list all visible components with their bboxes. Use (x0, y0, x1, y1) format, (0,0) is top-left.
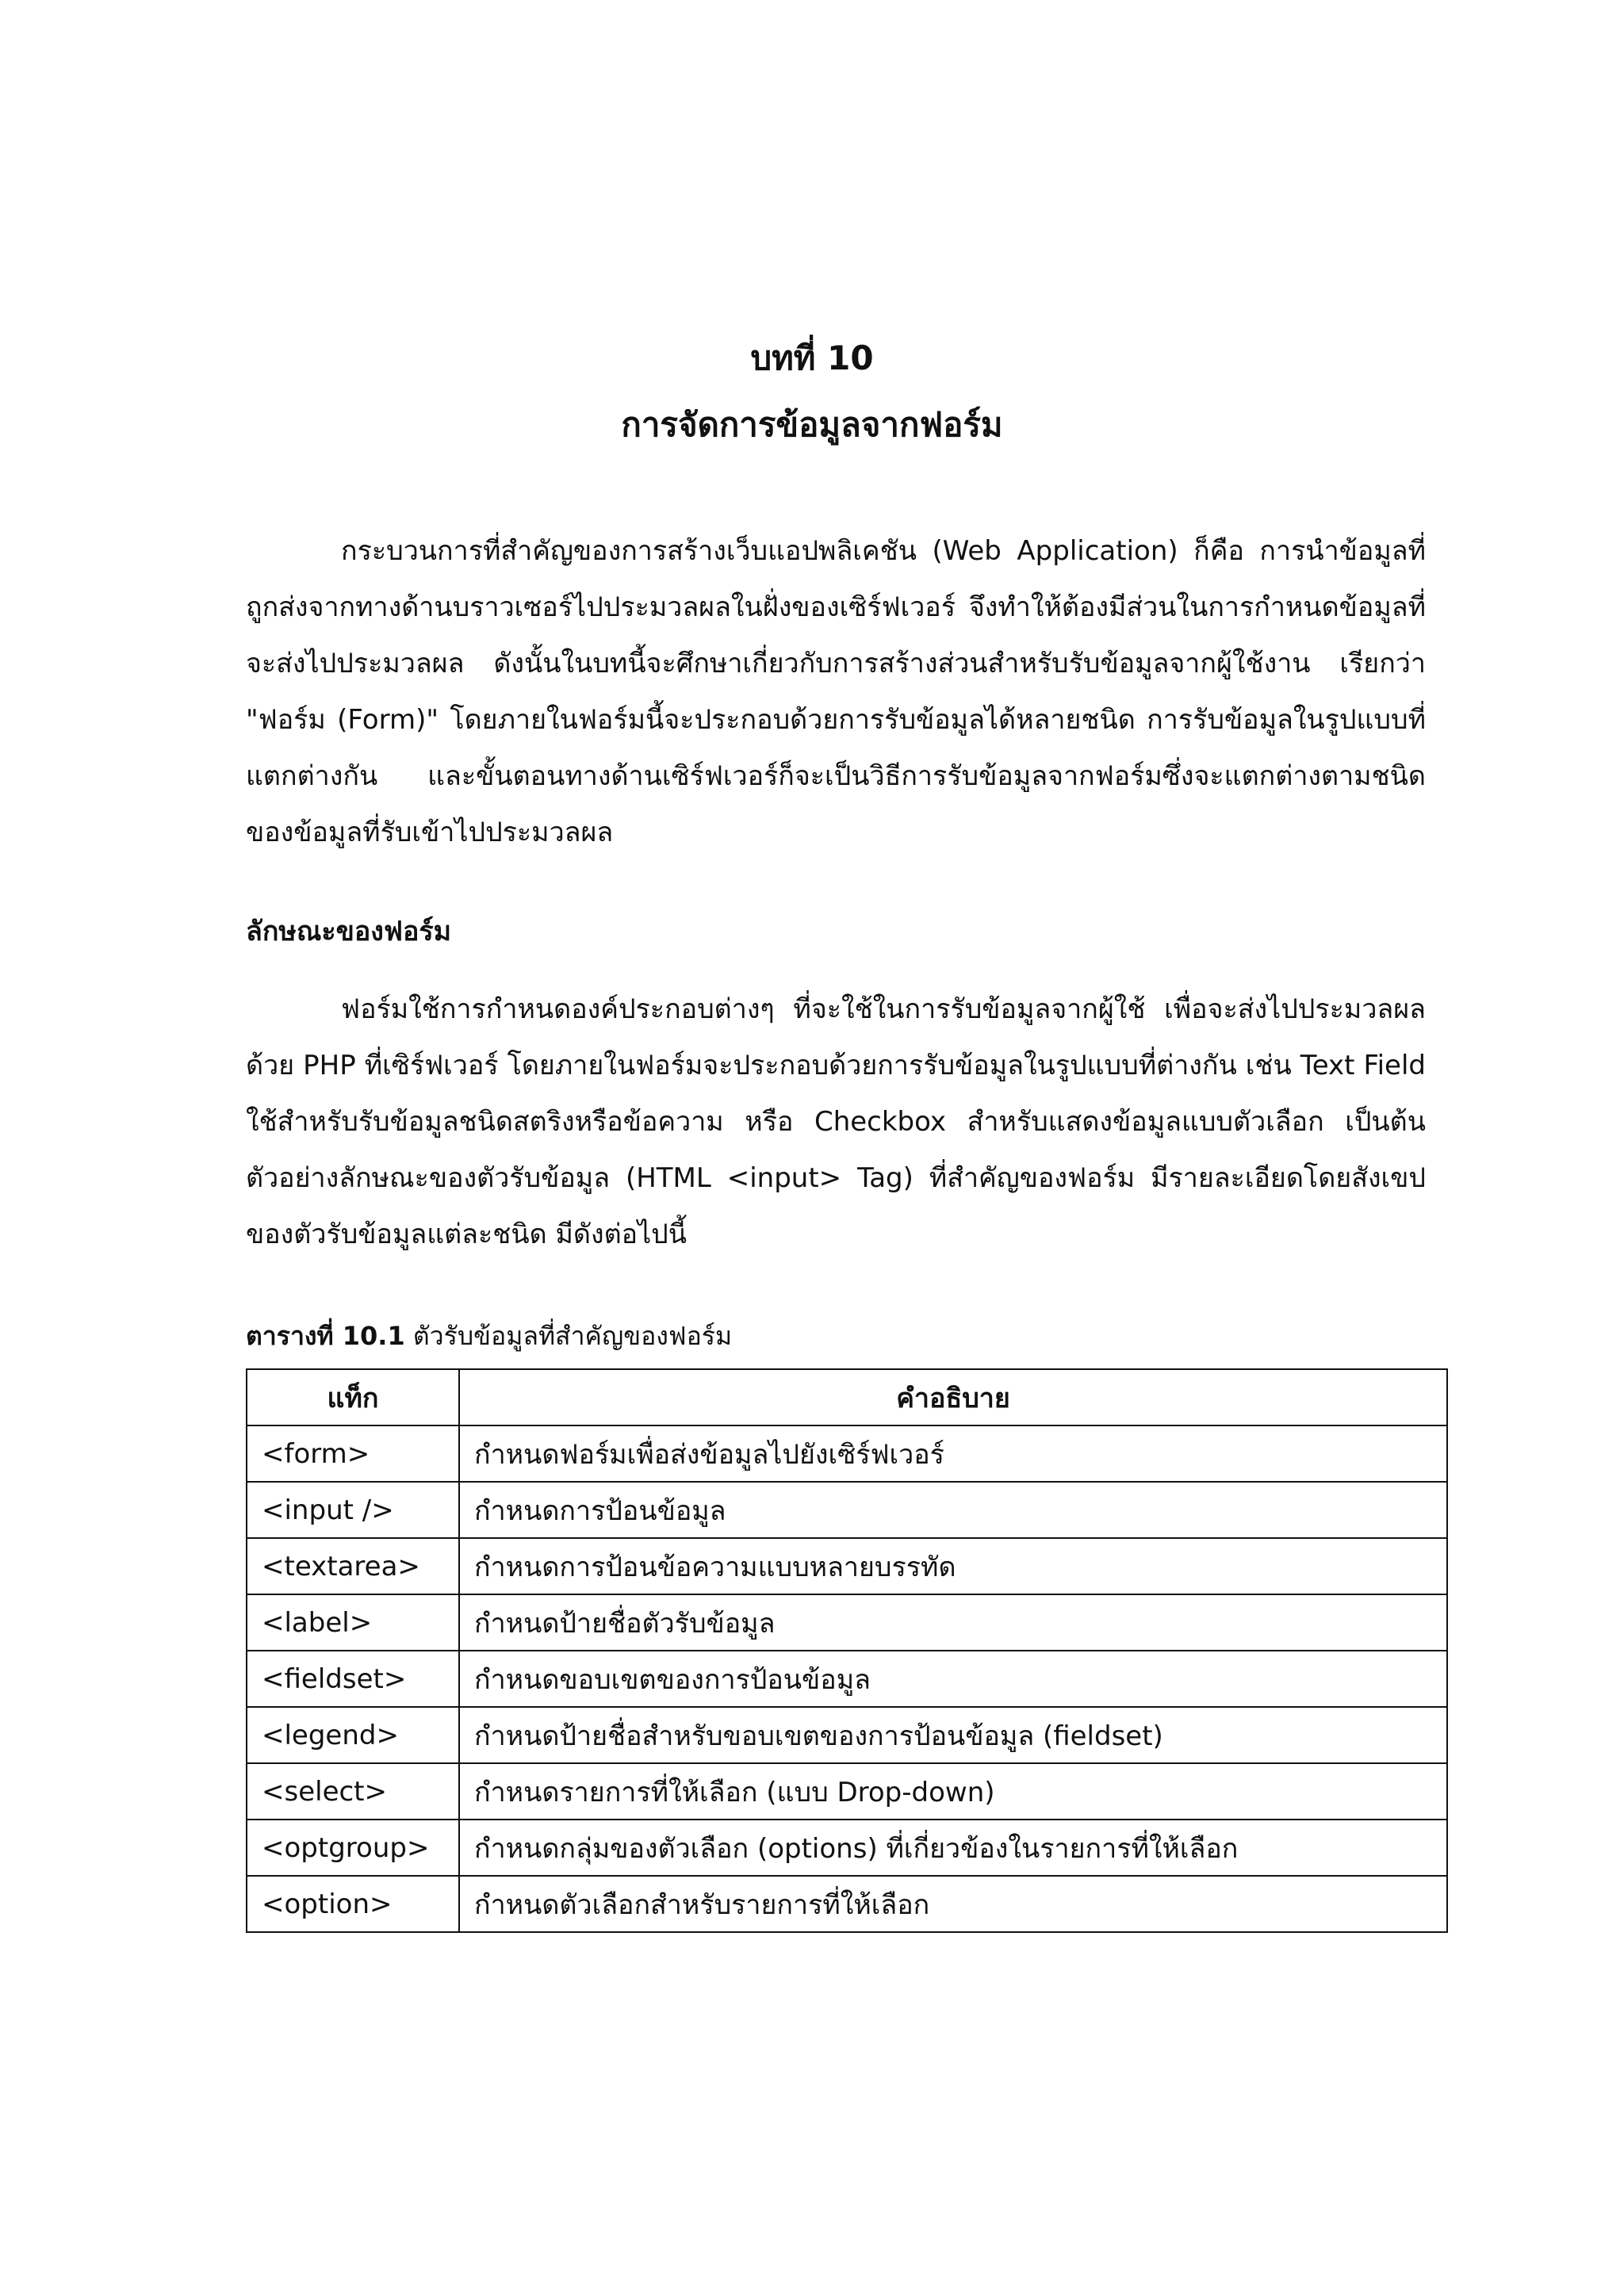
cell-description: กำหนดรายการที่ให้เลือก (แบบ Drop-down) (459, 1763, 1447, 1820)
cell-description: กำหนดการป้อนข้อความแบบหลายบรรทัด (459, 1538, 1447, 1594)
table-row (247, 1763, 1447, 1820)
cell-description: กำหนดฟอร์มเพื่อส่งข้อมูลไปยังเซิร์ฟเวอร์ (459, 1425, 1447, 1482)
section-heading: ลักษณะของฟอร์ม (246, 916, 452, 947)
cell-tag: <form> (247, 1425, 459, 1482)
cell-tag: <legend> (247, 1707, 459, 1763)
table-row (247, 1820, 1447, 1876)
cell-description: กำหนดกลุ่มของตัวเลือก (options) ที่เกี่ยวข้องในรายการที่ให้เลือก (459, 1820, 1447, 1876)
cell-description: กำหนดป้ายชื่อสำหรับขอบเขตของการป้อนข้อมูล (fieldset) (459, 1707, 1447, 1763)
header-tag: แท็ก (247, 1369, 459, 1425)
table-row (247, 1538, 1447, 1594)
chapter-title: การจัดการข้อมูลจากฟอร์ม (621, 405, 1003, 444)
cell-description: กำหนดป้ายชื่อตัวรับข้อมูล (459, 1594, 1447, 1651)
chapter-title-block (0, 325, 1624, 458)
table-caption-text: ตัวรับข้อมูลที่สำคัญของฟอร์ม (404, 1321, 733, 1351)
chapter-number: บทที่ 10 (750, 339, 874, 377)
cell-tag: <fieldset> (247, 1651, 459, 1707)
cell-tag: <optgroup> (247, 1820, 459, 1876)
section-paragraph: ฟอร์มใช้การกำหนดองค์ประกอบต่างๆ ที่จะใช้ในการรับข้อมูลจากผู้ใช้ เพื่อจะส่งไปประมวลผลด้วย PHP ที่เซิร์ฟเวอร์ โดยภายในฟอร์มจะประกอบด้วยการรับข้อมูลในรูปแบบที่ต่างกัน เช่น Text Field ใช้สำหรับรับข้อมูลชนิดสตริงหรือข้อความ หรือ Checkbox สำหรับแสดงข้อมูลแบบตัวเลือก เป็นต้น ตัวอย่างลักษณะของตัวรับข้อมูล (HTML <input> Tag) ที่สำคัญของฟอร์ม มีรายละเอียดโดยสังเขปของตัวรับข้อมูลแต่ละชนิด มีดังต่อไปนี้ (246, 993, 1426, 1250)
header-description: คำอธิบาย (459, 1369, 1447, 1425)
intro-paragraph: กระบวนการที่สำคัญของการสร้างเว็บแอปพลิเคชัน (Web Application) ก็คือ การนำข้อมูลที่ถูกส่งจากทางด้านบราวเซอร์ไปประมวลผลในฝั่งของเซิร์ฟเวอร์ จึงทำให้ต้องมีส่วนในการกำหนดข้อมูลที่จะส่งไปประมวลผล ดังนั้นในบทนี้จะศึกษาเกี่ยวกับการสร้างส่วนสำหรับรับข้อมูลจากผู้ใช้งาน เรียกว่า "ฟอร์ม (Form)" โดยภายในฟอร์มนี้จะประกอบด้วยการรับข้อมูลได้หลายชนิด การรับข้อมูลในรูปแบบที่แตกต่างกัน และขั้นตอนทางด้านเซิร์ฟเวอร์ก็จะเป็นวิธีการรับข้อมูลจากฟอร์มซึ่งจะแตกต่างตามชนิดของข้อมูลที่รับเข้าไปประมวลผล (246, 535, 1426, 848)
table-row (247, 1707, 1447, 1763)
table-caption-label: ตารางที่ 10.1 (246, 1321, 405, 1351)
cell-description: กำหนดการป้อนข้อมูล (459, 1482, 1447, 1538)
table-header-row (247, 1369, 1447, 1425)
cell-description: กำหนดขอบเขตของการป้อนข้อมูล (459, 1651, 1447, 1707)
cell-tag: <label> (247, 1594, 459, 1651)
cell-description: กำหนดตัวเลือกสำหรับรายการที่ให้เลือก (459, 1876, 1447, 1932)
table-caption (246, 1308, 732, 1364)
cell-tag: <select> (247, 1763, 459, 1820)
tags-table (246, 1368, 1448, 1933)
table-row (247, 1425, 1447, 1482)
cell-tag: <option> (247, 1876, 459, 1932)
cell-tag: <textarea> (247, 1538, 459, 1594)
table-row (247, 1876, 1447, 1932)
table-row (247, 1594, 1447, 1651)
cell-tag: <input /> (247, 1482, 459, 1538)
table-row (247, 1651, 1447, 1707)
table-row (247, 1482, 1447, 1538)
